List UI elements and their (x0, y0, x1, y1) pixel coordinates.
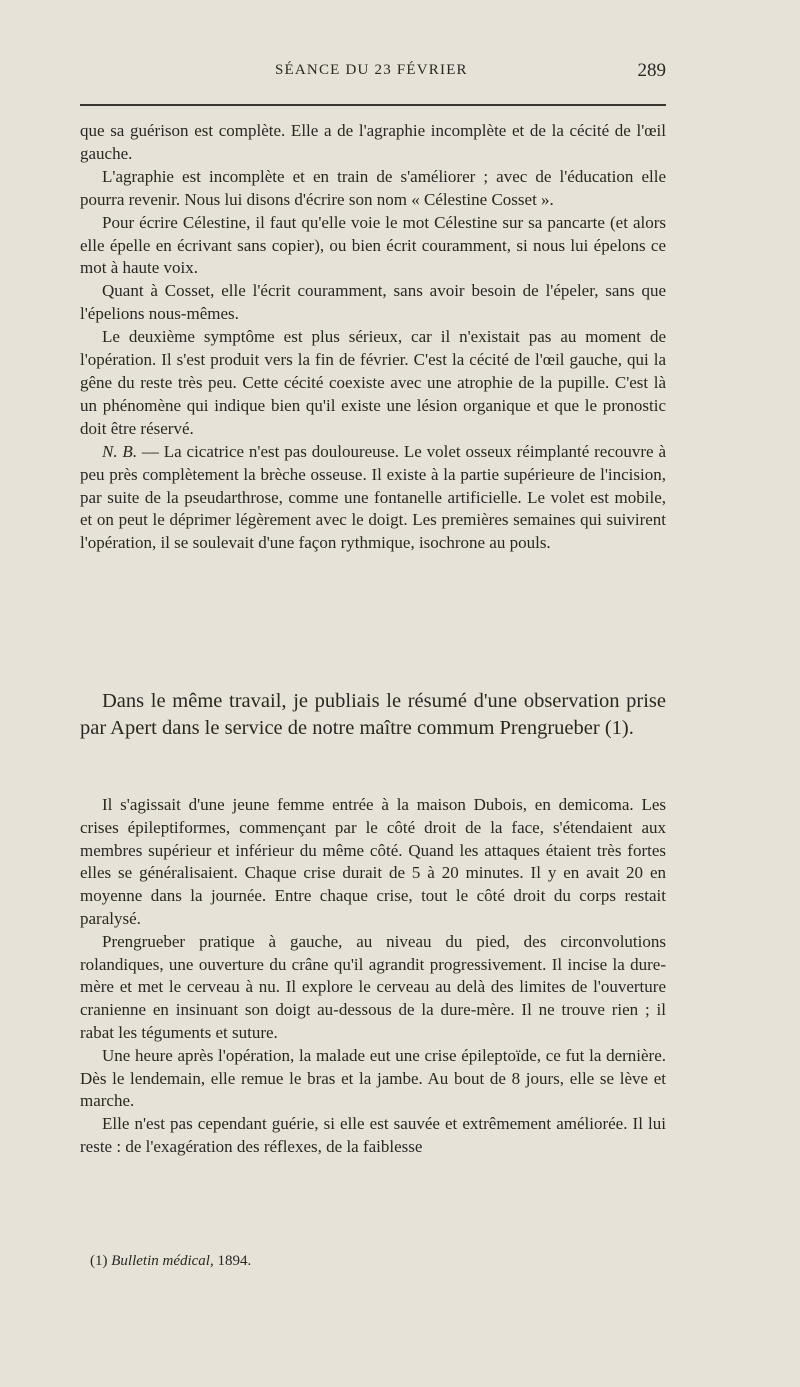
paragraph: Prengrueber pratique à gauche, au niveau du pied, des circonvolutions rolandiques, une ouverture du crâne qu'il agrandit progressivement. Il incise la dure-mère et met le cerveau à nu. Il explore le cerveau au delà des limites de l'ouverture cranienne en insinuant son doigt au-dessous de la dure-mère. Il ne trouve rien ; il rabat les téguments et suture. (80, 931, 666, 1042)
footnote-source: Bulletin médical (111, 1253, 210, 1269)
footnote-year: , 1894. (209, 1253, 252, 1269)
header-title: SÉANCE DU 23 FÉVRIER (275, 62, 468, 78)
paragraph: que sa guérison est complète. Elle a de l'agraphie incomplète et de la cécité de l'œil gauche. (80, 121, 666, 163)
footnote (90, 1253, 251, 1270)
top-text-block (80, 120, 666, 555)
paragraph: Elle n'est pas cependant guérie, si elle est sauvée et extrêmement améliorée. Il lui reste : de l'exagération des réflexes, de la faiblesse (80, 1114, 666, 1156)
nb-label: N. B. (102, 441, 138, 461)
intro-paragraph: Dans le même travail, je publiais le résumé d'une observation prise par Apert dans le service de notre maître commum Prengrueber (1). (80, 690, 666, 739)
intro-large-block (80, 688, 666, 742)
footnote-marker: (1) (90, 1253, 112, 1269)
paragraph: Pour écrire Célestine, il faut qu'elle voie le mot Célestine sur sa pancarte (et alors elle épelle en écrivant sans copier), ou bien écrit couramment, si nous lui épelons ce mot à haute voix. (80, 212, 666, 278)
nb-paragraph (80, 441, 666, 556)
nb-text: — La cicatrice n'est pas douloureuse. Le volet osseux réimplanté recouvre à peu près complètement la brèche osseuse. Il existe à la partie supérieure de l'incision, par suite de la pseudarthrose, comme une fontanelle artificielle. Le volet est mobile, et on peut le déprimer légèrement avec le doigt. Les premières semaines qui suivirent l'opération, il se soulevait d'une façon rythmique, isochrone au pouls. (80, 441, 666, 553)
running-header (80, 62, 666, 88)
paragraph: L'agraphie est incomplète et en train de s'améliorer ; avec de l'éducation elle pourra revenir. Nous lui disons d'écrire son nom « Célestine Cosset ». (80, 166, 666, 209)
bottom-text-block (80, 794, 666, 1159)
paragraph: Une heure après l'opération, la malade eut une crise épileptoïde, ce fut la dernière. Dès le lendemain, elle remue le bras et la jambe. Au bout de 8 jours, elle se lève et marche. (80, 1045, 666, 1111)
paragraph: Quant à Cosset, elle l'écrit couramment, sans avoir besoin de l'épeler, sans que l'épelions nous-mêmes. (80, 281, 666, 324)
paragraph: Il s'agissait d'une jeune femme entrée à la maison Dubois, en demicoma. Les crises épileptiformes, commençant par le côté droit de la face, s'étendaient aux membres supérieur et inférieur du même côté. Quand les attaques étaient très fortes elles se généralisaient. Chaque crise durait de 5 à 20 minutes. Il y en avait 20 en moyenne dans la journée. Entre chaque crise, tout le côté droit du corps restait paralysé. (80, 795, 666, 928)
paragraph: Le deuxième symptôme est plus sérieux, car il n'existait pas au moment de l'opération. Il s'est produit vers la fin de février. C'est la cécité de l'œil gauche, qui la gêne du reste très peu. Cette cécité coexiste avec une atrophie de la pupille. C'est là un phénomène qui indique bien qu'il existe une lésion organique et que le pronostic doit être réservé. (80, 327, 666, 438)
page-number: 289 (637, 60, 666, 81)
header-rule (80, 104, 666, 106)
